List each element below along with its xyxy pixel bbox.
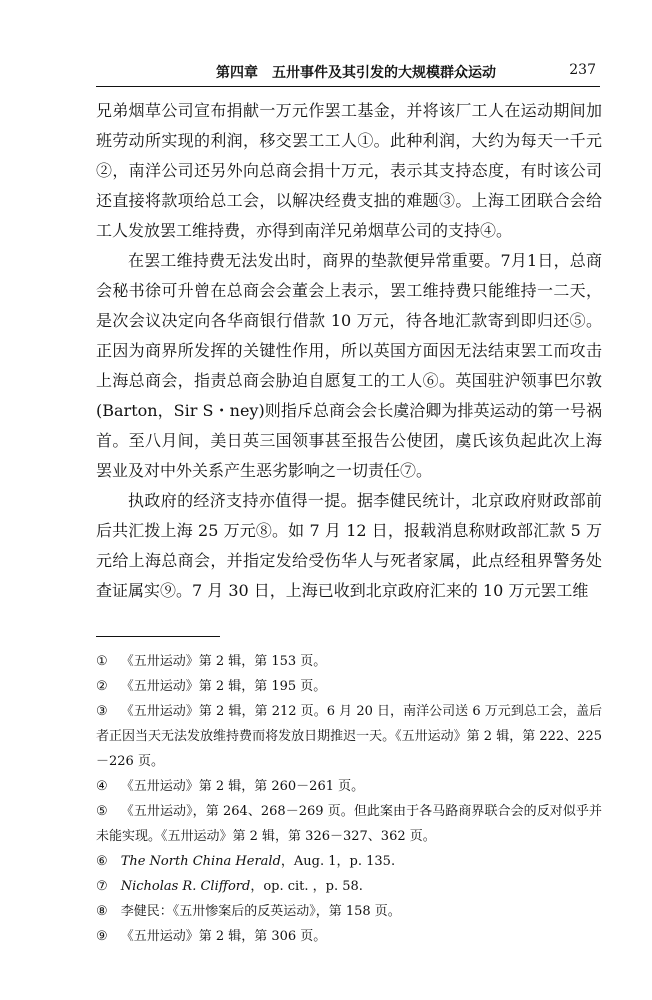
footnote-text: 《五卅运动》，第 264、268－269 页。但此案由于各马路商界联合会的反对似	[120, 804, 576, 819]
footnote-marker: ⑧	[96, 904, 108, 919]
paragraph: 执政府的经济支持亦值得一提。据李健民统计，北京政府财政部前后共汇拨上海 25 万元⑧。如 7 月 12 日，报载消息称财政部汇款 5 万元给上海总商会，并指定发给受伤华人与死者家属，此点经租界警务处查证属实⑨。7 月 30 日，上海已收到北京政府汇来的 10 万元罢工维	[96, 491, 602, 600]
footnote-text: 《五卅运动》第 2 辑，第 306 页。	[120, 929, 327, 944]
running-header	[96, 58, 596, 82]
footnote-marker: ③	[96, 704, 108, 719]
footnote-source-title: The North China Herald	[120, 854, 281, 869]
footnote-marker: ⑥	[96, 854, 108, 869]
footnote-rule	[96, 636, 220, 637]
paragraph: 在罢工维持费无法发出时，商界的垫款便异常重要。7月1日，总商会秘书徐可升曾在总商会会董会上表示，罢工维持费只能维持一二天，是次会议决定向各华商银行借款 10 万元，待各地汇款寄到即归还⑤。正因为商界所发挥的关键性作用，所以英国方面因无法结束罢工而攻击上海总商会，指责总商会胁迫自愿复工的工人⑥。英国驻沪领事巴尔敦(Barton，Sir S・ney)则指斥总商会会长虞洽卿为排英运动的第一号祸首。至八月间，美日英三国领事甚至报告公使团，虞氏该负起此次上海罢业及对中外关系产生恶劣影响之一切责任⑦。	[96, 251, 602, 480]
footnote	[96, 799, 602, 849]
footnote-text: 李健民：《五卅惨案后的反英运动》，第 158 页。	[120, 904, 401, 919]
footnote	[96, 649, 602, 674]
footnote	[96, 774, 602, 799]
footnote-text: 《五卅运动》第 2 辑，第 260－261 页。	[120, 779, 365, 794]
footnote-marker: ⑦	[96, 879, 108, 894]
page-number: 237	[569, 62, 596, 78]
footnote-text: 《五卅运动》第 2 辑，第 212 页。6 月 20 日，南洋公司送 6 万元到总工会，盖	[120, 704, 589, 719]
footnote-marker: ④	[96, 779, 108, 794]
paragraph: 兄弟烟草公司宣布捐献一万元作罢工基金，并将该厂工人在运动期间加班劳动所实现的利润，移交罢工工人①。此种利润，大约为每天一千元②，南洋公司还另外向总商会捐十万元，表示其支持态度，有时该公司还直接将款项给总工会，以解决经费支拙的难题③。上海工团联合会给工人发放罢工维持费，亦得到南洋兄弟烟草公司的支持④。	[96, 101, 602, 240]
body-text	[96, 96, 602, 606]
footnote-marker: ⑤	[96, 804, 108, 819]
footnote	[96, 674, 602, 699]
footnote-text: 《五卅运动》第 2 辑，第 195 页。	[120, 679, 327, 694]
chapter-title: 第四章 五卅事件及其引发的大规模群众运动	[216, 65, 496, 81]
footnote-marker: ②	[96, 679, 108, 694]
footnote-text: 《五卅运动》第 2 辑，第 153 页。	[120, 654, 327, 669]
footnote-continuation: 后者正因当天无法发放维持费而将发放日期推迟一天。《五卅运动》第 2 辑，第 222、225－226 页。	[96, 704, 602, 769]
footnote-continuation: 乎并未能实现。《五卅运动》第 2 辑，第 326－327、362 页。	[96, 804, 602, 844]
footnote-text: ，op. cit. ，p. 58.	[250, 879, 363, 894]
header-rule	[96, 86, 600, 87]
footnotes	[96, 649, 602, 949]
footnote	[96, 849, 602, 874]
footnote	[96, 899, 602, 924]
footnote-marker: ①	[96, 654, 108, 669]
footnote	[96, 699, 602, 774]
footnote	[96, 924, 602, 949]
footnote-text: ，Aug. 1，p. 135.	[280, 854, 396, 869]
footnote	[96, 874, 602, 899]
footnote-author: Nicholas R. Clifford	[120, 879, 251, 894]
footnote-marker: ⑨	[96, 929, 108, 944]
